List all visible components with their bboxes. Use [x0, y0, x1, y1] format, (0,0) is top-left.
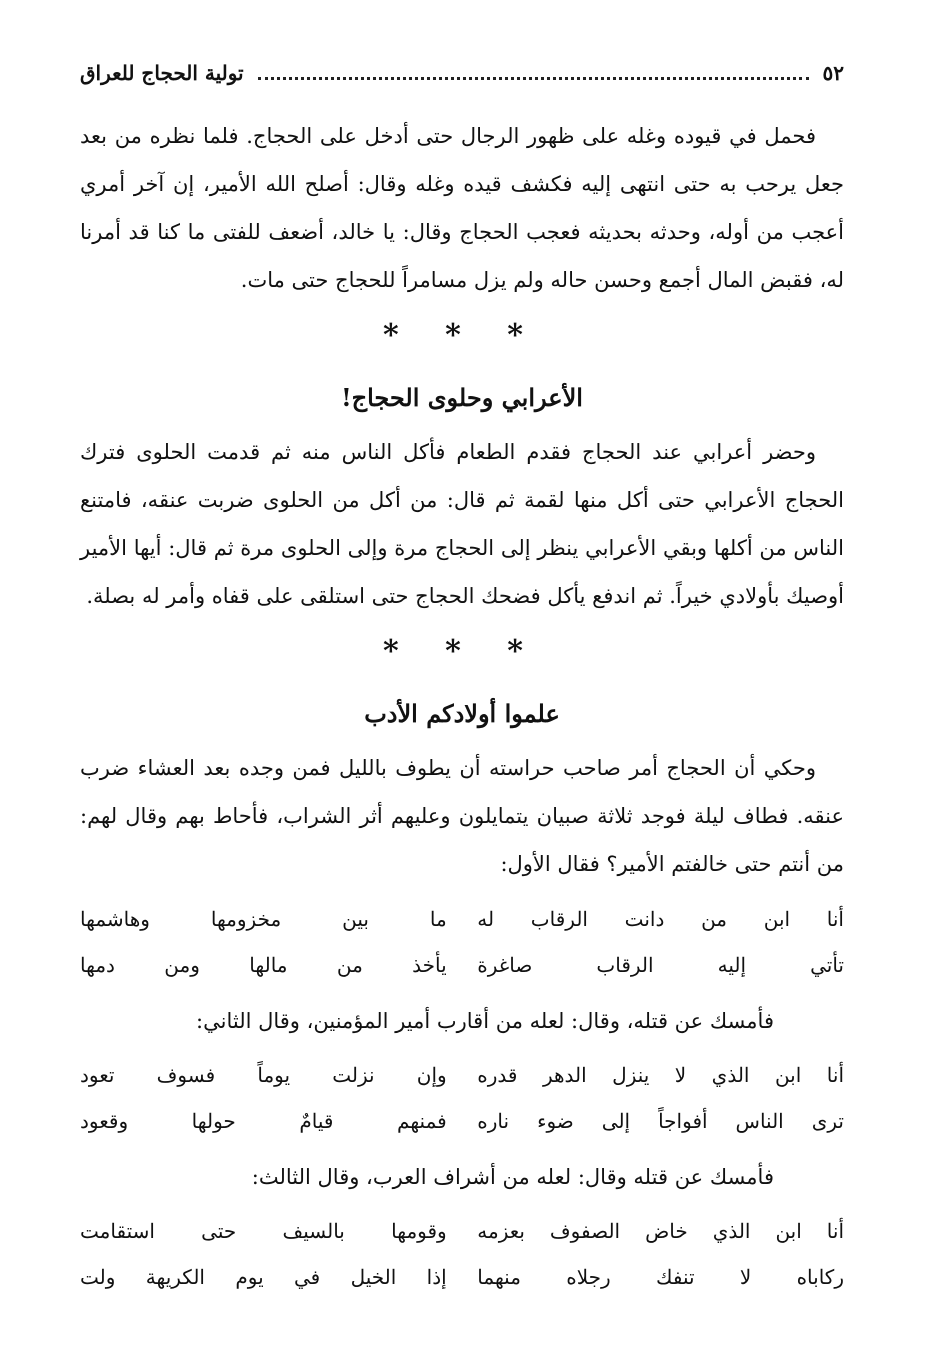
section-title-2: علموا أولادكم الأدب	[364, 699, 560, 728]
hemistich: ركاباه لا تنفك رجلاه منهما	[477, 1265, 844, 1289]
paragraph-1: فحمل في قيوده وغله على ظهور الرجال حتى أدخل على الحجاج. فلما نظره من بعد جعل يرحب به حتى انتهى إليه فكشف قيده وغله وقال: أصلح الله الأمير، إن آخر أمري أعجب من أوله، وحدثه بحديثه فعجب الحجاج وقال: يا خالد، أضعف للفتى ما كنا قد أمرنا له، فقبض المال أجمع وحسن حاله ولم يزل مسامراً للحجاج حتى مات.	[80, 124, 844, 292]
hemistich: يأخذ من مالها ومن دمها	[80, 953, 447, 977]
verse	[80, 1052, 844, 1098]
verse	[80, 942, 844, 988]
poem-1	[80, 896, 844, 988]
section-1-text: وحضر أعرابي عند الحجاج فقدم الطعام فأكل الناس منه ثم قدمت الحلوى فترك الحجاج الأعرابي حتى أكل منها لقمة ثم قال: من أكل من الحلوى ضربت عنقه، فامتنع الناس من أكلها وبقي الأعرابي ينظر إلى الحجاج مرة وإلى الحلوى مرة ثم قال: أيها الأمير أوصيك بأولادي خيراً. ثم اندفع يأكل فضحك الحجاج حتى استلقى على قفاه وأمر له بصلة.	[80, 440, 844, 608]
hemistich: إذا الخيل في يوم الكريهة ولت	[80, 1265, 447, 1289]
section-2-text: وحكي أن الحجاج أمر صاحب حراسته أن يطوف بالليل فمن وجده بعد العشاء ضرب عنقه. فطاف ليلة فوجد ثلاثة صبيان يتمايلون وعليهم أثر الشراب، فأحاط بهم وقال لهم: من أنتم حتى خالفتم الأمير؟ فقال الأول:	[80, 756, 844, 876]
section-title-1: الأعرابي وحلوى الحجاج!	[341, 383, 583, 412]
separator-1: * * *	[383, 318, 541, 353]
page-header	[80, 56, 844, 90]
poem-2	[80, 1052, 844, 1144]
hemistich: وقومها بالسيف حتى استقامت	[80, 1219, 447, 1243]
poem-3	[80, 1208, 844, 1300]
verse	[80, 1254, 844, 1300]
verse	[80, 1208, 844, 1254]
separator-2: * * *	[383, 634, 541, 669]
hemistich: وإن نزلت يوماً فسوف تعود	[80, 1063, 447, 1087]
hemistich: فمنهم قيامٌ حولها وقعود	[80, 1109, 447, 1133]
hemistich: تأتي إليه الرقاب صاغرة	[477, 953, 844, 977]
header-dots	[258, 67, 809, 80]
verse	[80, 896, 844, 942]
hemistich: أنا ابن من دانت الرقاب له	[477, 907, 844, 931]
verse	[80, 1098, 844, 1144]
page-content	[80, 112, 844, 1310]
page-number: ٥٢	[822, 61, 844, 85]
running-title: تولية الحجاج للعراق	[80, 61, 244, 85]
intro-3: فأمسك عن قتله وقال: لعله من أشراف العرب، وقال الثالث:	[251, 1165, 774, 1189]
hemistich: أنا ابن الذي لا ينزل الدهر قدره	[477, 1063, 844, 1087]
intro-2: فأمسك عن قتله، وقال: لعله من أقارب أمير المؤمنين، وقال الثاني:	[196, 1009, 774, 1033]
hemistich: ترى الناس أفواجاً إلى ضوء ناره	[477, 1109, 844, 1133]
hemistich: أنا ابن الذي خاض الصفوف بعزمه	[477, 1219, 844, 1243]
hemistich: ما بين مخزومها وهاشمها	[80, 907, 447, 931]
